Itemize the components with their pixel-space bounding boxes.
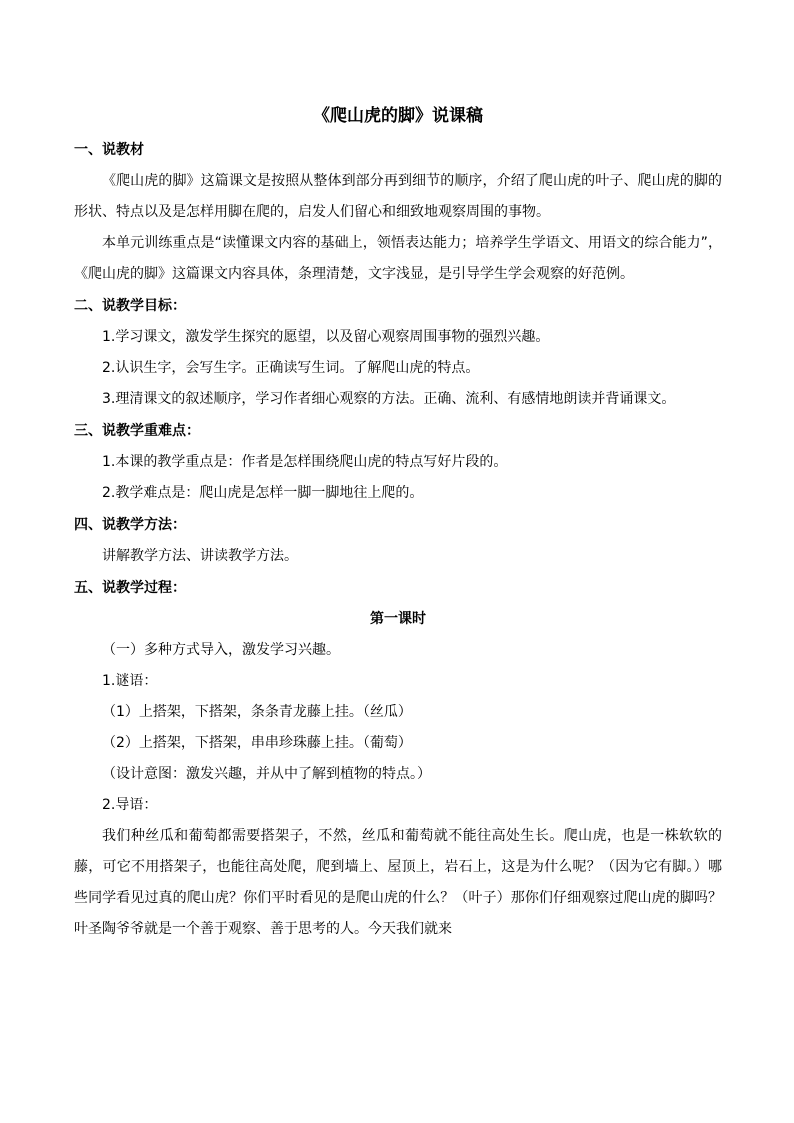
section-heading: 三、说教学重难点： [74, 423, 200, 439]
paragraph: 讲解教学方法、讲读教学方法。 [102, 548, 298, 564]
section-heading: 一、说教材 [74, 142, 144, 158]
paragraph: 2.认识生字，会写生字。正确读写生词。了解爬山虎的特点。 [102, 360, 480, 376]
paragraph: 3.理清课文的叙述顺序，学习作者细心观察的方法。正确、流利、有感情地朗读并背诵课文。 [102, 391, 676, 407]
paragraph: （设计意图：激发兴趣，并从中了解到植物的特点。） [102, 766, 431, 782]
paragraph: 本单元训练重点是“读懂课文内容的基础上，领悟表达能力；培养学生学语文、用语文的综合能力”，《爬山虎的脚》这篇课文内容具体，条理清楚，文字浅显，是引导学生学会观察的好范例。 [74, 235, 722, 282]
paragraph: 1.本课的教学重点是：作者是怎样围绕爬山虎的特点写好片段的。 [102, 454, 508, 470]
paragraph: 2.导语： [102, 797, 158, 813]
section-heading: 五、说教学过程： [74, 580, 186, 596]
lesson-subtitle: 第一课时 [370, 611, 426, 627]
paragraph: 我们种丝瓜和葡萄都需要搭架子，不然，丝瓜和葡萄就不能往高处生长。爬山虎，也是一株软软的藤，可它不用搭架子，也能往高处爬，爬到墙上、屋顶上，岩石上，这是为什么呢？（因为它有脚。）哪些同学看见过真的爬山虎？你们平时看见的是爬山虎的什么？（叶子）那你们仔细观察过爬山虎的脚吗？叶圣陶爷爷就是一个善于观察、善于思考的人。今天我们就来 [74, 828, 722, 937]
section-heading: 四、说教学方法： [74, 517, 186, 533]
section-heading: 二、说教学目标： [74, 298, 186, 314]
paragraph: （2）上搭架，下搭架，串串珍珠藤上挂。（葡萄） [102, 735, 412, 751]
paragraph: 1.学习课文，激发学生探究的愿望，以及留心观察周围事物的强烈兴趣。 [102, 329, 550, 345]
document-title: 《爬山虎的脚》说课稿 [313, 106, 483, 126]
paragraph: （一）多种方式导入，激发学习兴趣。 [102, 642, 340, 658]
paragraph: 1.谜语： [102, 673, 158, 689]
paragraph: 《爬山虎的脚》这篇课文是按照从整体到部分再到细节的顺序，介绍了爬山虎的叶子、爬山虎的脚的形状、特点以及是怎样用脚在爬的，启发人们留心和细致地观察周围的事物。 [74, 173, 722, 220]
paragraph: （1）上搭架，下搭架，条条青龙藤上挂。（丝瓜） [102, 704, 412, 720]
document-body [74, 134, 722, 945]
paragraph: 2.教学难点是：爬山虎是怎样一脚一脚地往上爬的。 [102, 485, 424, 501]
document-page [74, 104, 722, 945]
